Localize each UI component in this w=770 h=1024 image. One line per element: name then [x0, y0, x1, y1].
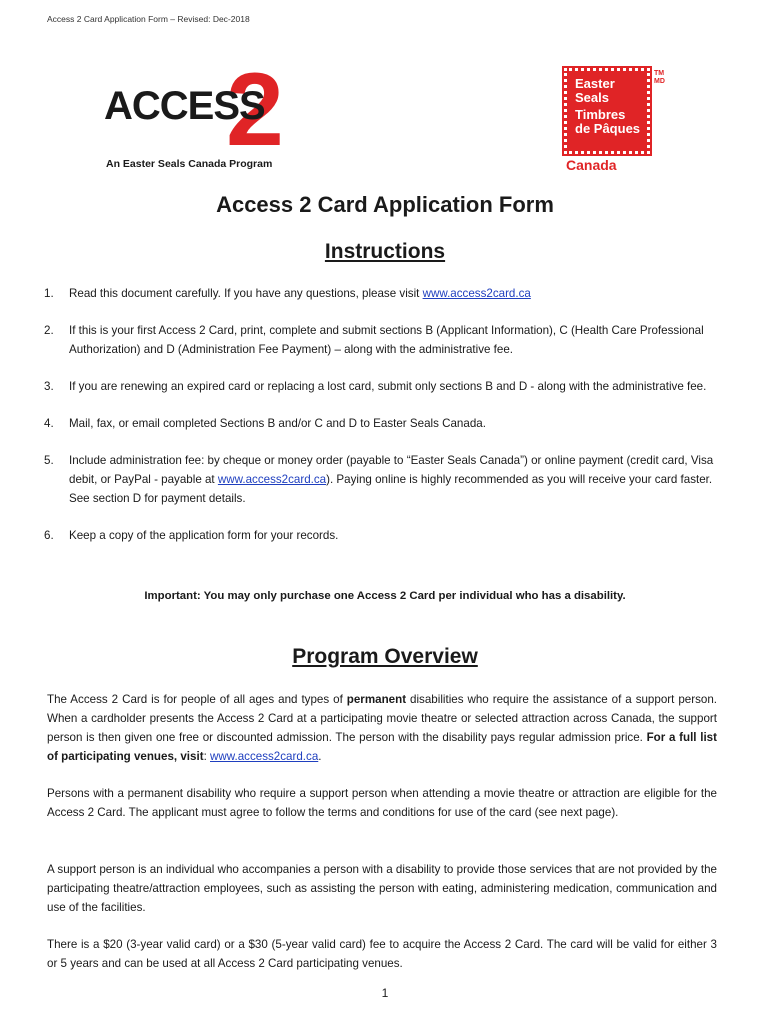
list-item: 6. Keep a copy of the application form for your records. [44, 529, 339, 542]
website-link[interactable]: www.access2card.ca [217, 473, 327, 486]
list-item: 3. If you are renewing an expired card or replacing a lost card, submit only sections B and D - along with the administrative fee. [44, 380, 707, 393]
header-revision-note: Access 2 Card Application Form – Revised: Dec-2018 [47, 14, 250, 24]
overview-paragraph-2: Persons with a permanent disability who require a support person when attending a movie theatre or attraction are eligible for the Access 2 Card. The applicant must agree to follow the terms and conditions for use of the card (see next page). [47, 787, 717, 819]
instructions-list [44, 284, 724, 563]
trademark-mark: TM MD [654, 70, 665, 85]
overview-heading: Program Overview [292, 645, 478, 668]
list-item: 4. Mail, fax, or email completed Sections B and/or C and D to Easter Seals Canada. [44, 417, 486, 430]
overview-paragraph-4: There is a $20 (3-year valid card) or a $30 (5-year valid card) fee to acquire the Access 2 Card. The card will be valid for either 3 or 5 years and can be used at all Access 2 Card participating venues. [47, 938, 717, 970]
easter-seals-stamp: Easter Seals Timbres de Pâques [564, 68, 650, 154]
page-title: Access 2 Card Application Form [216, 192, 554, 217]
overview-paragraph-1: The Access 2 Card is for people of all ages and types of permanent disabilities who require the assistance of a support person. When a cardholder presents the Access 2 Card at a participating movie theatre or selected attraction across Canada, the support person is then given one free or discounted admission. The person with the disability pays regular admission price. For a full list of participating venues, visit: www.access2card.ca. [47, 693, 718, 763]
list-item: 1. Read this document carefully. If you have any questions, please visit www.access2card.ca [44, 287, 531, 300]
access2-logo-subtitle: An Easter Seals Canada Program [106, 158, 273, 170]
important-note: Important: You may only purchase one Access 2 Card per individual who has a disability. [144, 590, 626, 602]
instructions-heading: Instructions [324, 240, 446, 263]
access2-logo-number: 2 [226, 52, 284, 168]
access2-logo-word: ACCESS [104, 84, 265, 128]
easter-seals-canada: Canada [566, 157, 617, 173]
overview-paragraph-3: A support person is an individual who accompanies a person with a disability to provide those services that are not provided by the participating theatre/attraction employees, such as assisting the person with eating, administering medication, communication and use of the facilities. [47, 863, 717, 914]
list-item: 2. If this is your first Access 2 Card, print, complete and submit sections B (Applicant Information), C (Health Care Professional Authorization) and D (Administration Fee Payment) – along with the administrative fee. [44, 324, 704, 356]
easter-seals-logo [562, 68, 670, 174]
list-item: 5. Include administration fee: by cheque or money order (payable to “Easter Seals Canada”) or online payment (credit card, Visa debit, or PayPal - payable at www.access2card.ca). Paying online is highly recommended as you will receive your card faster. See section D for payment details. [44, 454, 714, 505]
access2-logo [104, 52, 300, 174]
website-link[interactable]: www.access2card.ca [210, 750, 319, 763]
website-link[interactable]: www.access2card.ca [422, 287, 531, 300]
page-number: 1 [381, 986, 389, 1000]
